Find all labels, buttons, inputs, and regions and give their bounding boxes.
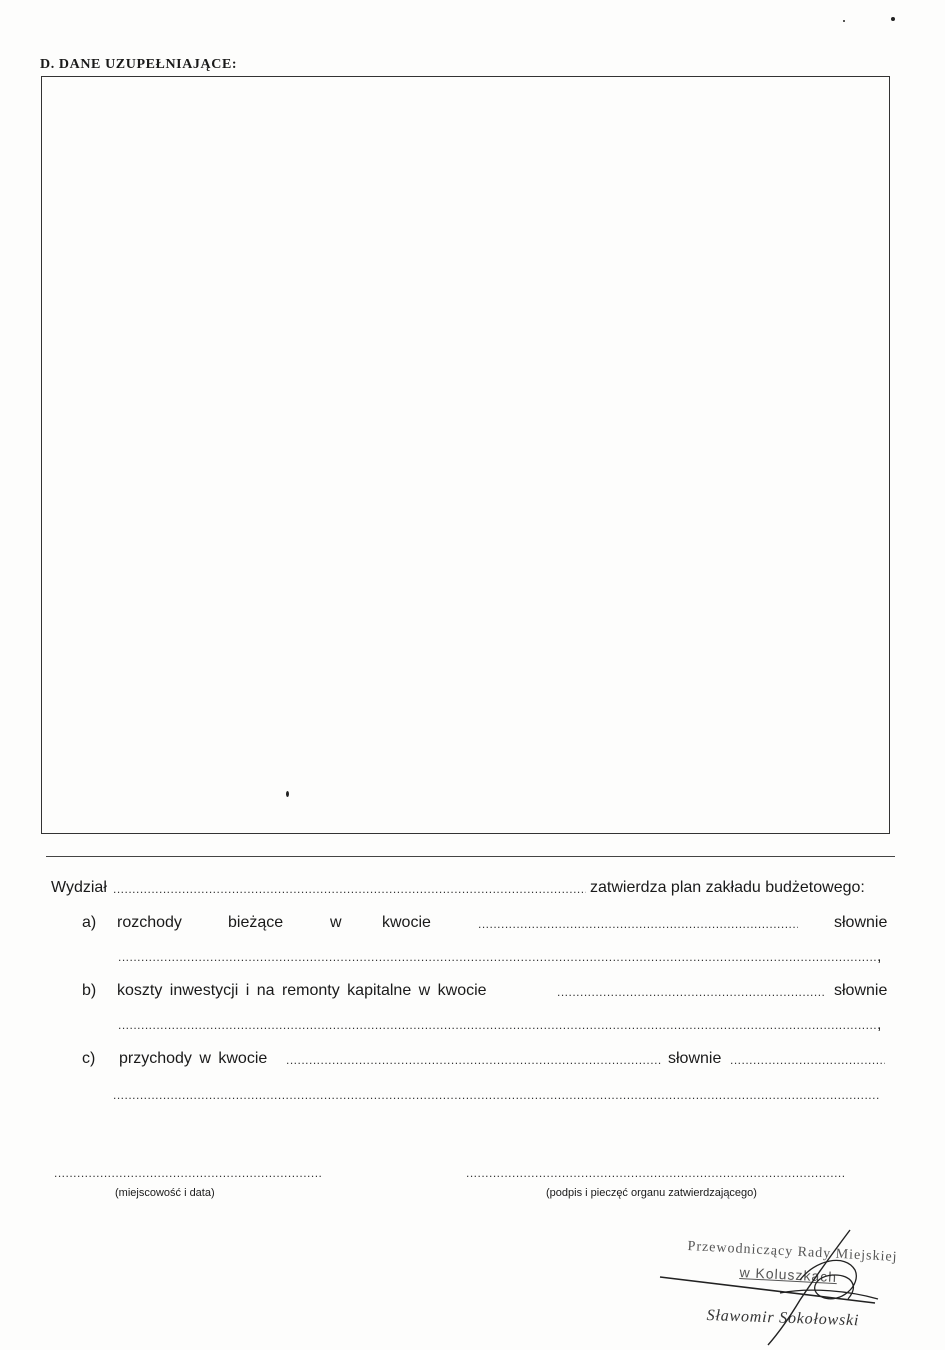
item-a-word-3: w xyxy=(330,914,342,931)
item-c-words-field-start[interactable] xyxy=(730,1053,885,1067)
item-c-slownie: słownie xyxy=(668,1050,722,1067)
item-b-marker: b) xyxy=(82,982,97,999)
item-b-comma: , xyxy=(877,1016,882,1033)
item-a-marker: a) xyxy=(82,914,97,931)
intro-start: Wydział xyxy=(51,879,107,896)
item-a-comma: , xyxy=(877,948,882,965)
department-field[interactable] xyxy=(113,882,586,896)
stamp-location-line: w Koluszkach xyxy=(739,1264,838,1286)
scan-speck xyxy=(891,17,895,21)
place-date-label: (miejscowość i data) xyxy=(115,1187,215,1199)
stamp-title-line: Przewodniczący Rady Miejskiej xyxy=(687,1239,898,1265)
item-c-words-field[interactable] xyxy=(113,1088,880,1102)
divider xyxy=(46,856,895,857)
scan-speck xyxy=(843,20,845,22)
item-b-slownie: słownie xyxy=(834,982,888,999)
item-a-slownie: słownie xyxy=(834,914,888,931)
section-title: D. DANE UZUPEŁNIAJĄCE: xyxy=(40,57,238,72)
item-a-word-4: kwocie xyxy=(382,914,431,931)
intro-end: zatwierdza plan zakładu budżetowego: xyxy=(590,879,865,896)
item-c-marker: c) xyxy=(82,1050,96,1067)
item-a-words-field[interactable] xyxy=(118,950,876,964)
item-b-text: koszty inwestycji i na remonty kapitalne w kwocie xyxy=(117,982,487,999)
signature-label: (podpis i pieczęć organu zatwierdzającego) xyxy=(546,1187,757,1199)
item-a-word-2: bieżące xyxy=(228,914,284,931)
item-c-text: przychody w kwocie xyxy=(119,1050,268,1067)
handwritten-signature xyxy=(650,1225,890,1350)
place-date-field[interactable] xyxy=(54,1166,322,1180)
item-c-amount-field[interactable] xyxy=(286,1053,661,1067)
signature-field[interactable] xyxy=(466,1166,846,1180)
supplementary-data-box[interactable] xyxy=(41,76,890,834)
item-b-words-field[interactable] xyxy=(118,1018,876,1032)
stamp-name: Sławomir Sokołowski xyxy=(706,1307,860,1330)
scan-speck xyxy=(286,791,289,797)
item-a-amount-field[interactable] xyxy=(478,917,798,931)
item-b-amount-field[interactable] xyxy=(557,985,824,999)
item-a-word-1: rozchody xyxy=(117,914,182,931)
